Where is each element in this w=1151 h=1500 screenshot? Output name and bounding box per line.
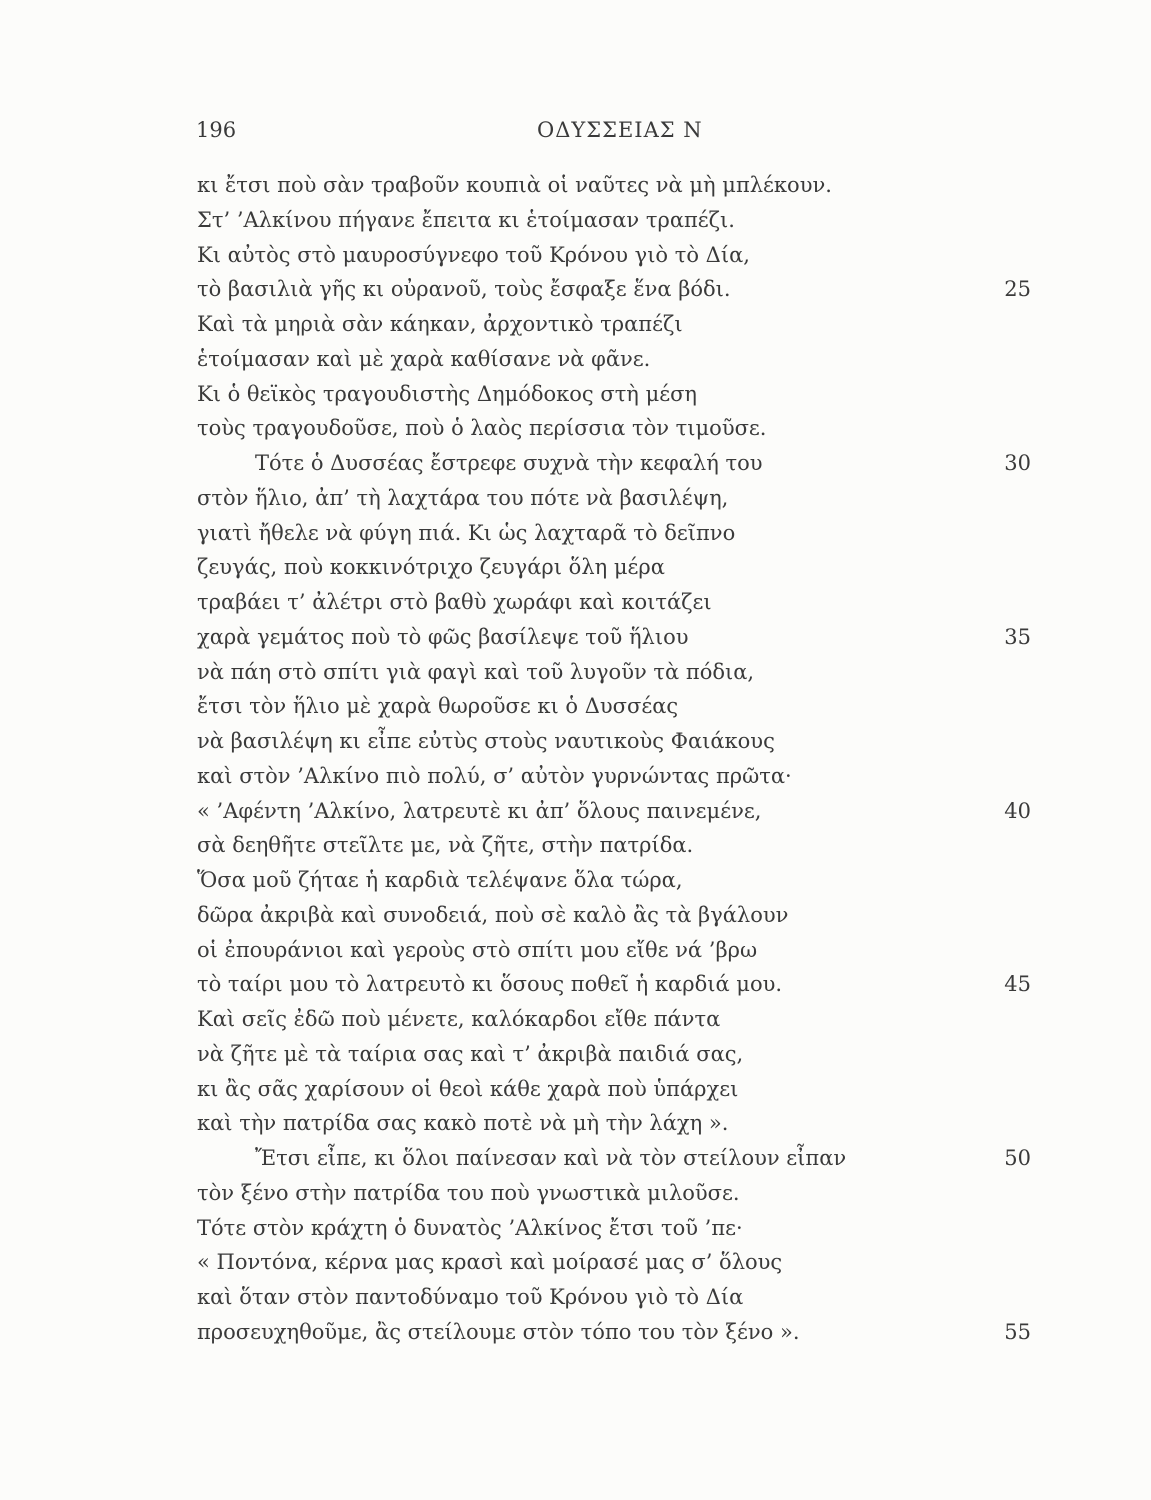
verse-row — [197, 1106, 1031, 1141]
verse-line: Στ’ ’Αλκίνου πήγανε ἔπειτα κι ἑτοίμασαν τραπέζι. — [197, 207, 735, 232]
verse-line: νὰ ζῆτε μὲ τὰ ταίρια σας καὶ τ’ ἀκριβὰ παιδιά σας, — [197, 1041, 744, 1066]
verse-line: στὸν ἥλιο, ἀπ’ τὴ λαχτάρα του πότε νὰ βασιλέψη, — [197, 485, 729, 510]
verse-row — [197, 620, 1031, 655]
verse-row — [197, 1072, 1031, 1107]
verse-line: νὰ πάη στὸ σπίτι γιὰ φαγὶ καὶ τοῦ λυγοῦν τὰ πόδια, — [197, 659, 755, 684]
verse-row — [197, 446, 1031, 481]
verse-row — [197, 724, 1031, 759]
verse-row — [197, 203, 1031, 238]
verse-line: σὰ δεηθῆτε στεῖλτε με, νὰ ζῆτε, στὴν πατρίδα. — [197, 833, 694, 858]
verse-row — [197, 516, 1031, 551]
verse-line: ἑτοίμασαν καὶ μὲ χαρὰ καθίσανε νὰ φᾶνε. — [197, 346, 651, 371]
verse-row — [197, 1002, 1031, 1037]
verse-line: οἱ ἐπουράνιοι καὶ γεροὺς στὸ σπίτι μου εἴθε νά ’βρω — [197, 937, 758, 962]
verse-row — [197, 655, 1031, 690]
verse-row — [197, 1037, 1031, 1072]
verse-row — [197, 1141, 1031, 1176]
line-number: 45 — [1004, 972, 1031, 997]
verse-row — [197, 168, 1031, 203]
verse-line: Ὅσα μοῦ ζήταε ἡ καρδιὰ τελέψανε ὅλα τώρα, — [197, 868, 683, 892]
verse-line: καὶ ὅταν στὸν παντοδύναμο τοῦ Κρόνου γιὸ τὸ Δία — [197, 1285, 744, 1309]
verse-block — [197, 168, 1031, 1350]
verse-line: χαρὰ γεμάτος ποὺ τὸ φῶς βασίλεψε τοῦ ἥλιου — [197, 624, 689, 649]
verse-row — [197, 585, 1031, 620]
verse-row — [197, 1176, 1031, 1211]
verse-row — [197, 967, 1031, 1002]
verse-row — [197, 377, 1031, 412]
verse-row — [197, 307, 1031, 342]
verse-line: καὶ τὴν πατρίδα σας κακὸ ποτὲ νὰ μὴ τὴν λάχη ». — [197, 1111, 729, 1136]
verse-line: Τότε στὸν κράχτη ὁ δυνατὸς ’Αλκίνος ἔτσι τοῦ ’πε· — [197, 1215, 743, 1240]
verse-line: ἔτσι τὸν ἥλιο μὲ χαρὰ θωροῦσε κι ὁ Δυσσέας — [197, 694, 679, 719]
verse-line: κι ἔτσι ποὺ σὰν τραβοῦν κουπιὰ οἱ ναῦτες νὰ μὴ μπλέκουν. — [197, 173, 832, 197]
verse-row — [197, 863, 1031, 898]
verse-row — [197, 481, 1031, 516]
verse-line: Καὶ σεῖς ἐδῶ ποὺ μένετε, καλόκαρδοι εἴθε πάντα — [197, 1007, 721, 1031]
verse-line: ζευγάς, ποὺ κοκκινότριχο ζευγάρι ὅλη μέρα — [197, 555, 665, 580]
verse-row — [197, 898, 1031, 933]
verse-line: « Ποντόνα, κέρνα μας κρασὶ καὶ μοίρασέ μας σ’ ὅλους — [197, 1250, 783, 1275]
verse-row — [197, 759, 1031, 794]
verse-row — [197, 1280, 1031, 1315]
verse-row — [197, 828, 1031, 863]
verse-line: τὸ ταίρι μου τὸ λατρευτὸ κι ὅσους ποθεῖ ἡ καρδιά μου. — [197, 972, 783, 997]
verse-line: Ἔτσι εἶπε, κι ὅλοι παίνεσαν καὶ νὰ τὸν στείλουν εἶπαν — [255, 1146, 847, 1170]
verse-row — [197, 342, 1031, 377]
verse-row — [197, 1315, 1031, 1350]
verse-row — [197, 1245, 1031, 1280]
verse-line: νὰ βασιλέψη κι εἶπε εὐτὺς στοὺς ναυτικοὺς Φαιάκους — [197, 729, 775, 753]
verse-line: γιατὶ ἤθελε νὰ φύγη πιά. Κι ὡς λαχταρᾶ τὸ δεῖπνο — [197, 520, 736, 545]
line-number: 35 — [1004, 624, 1031, 649]
verse-line: τοὺς τραγουδοῦσε, ποὺ ὁ λαὸς περίσσια τὸν τιμοῦσε. — [197, 416, 767, 441]
verse-line: Κι ὁ θεϊκὸς τραγουδιστὴς Δημόδοκος στὴ μέση — [197, 381, 698, 406]
verse-row — [197, 794, 1031, 829]
line-number: 50 — [1004, 1146, 1031, 1170]
verse-row — [197, 238, 1031, 273]
verse-row — [197, 411, 1031, 446]
verse-line: καὶ στὸν ’Αλκίνο πιὸ πολύ, σ’ αὐτὸν γυρνώντας πρῶτα· — [197, 763, 792, 788]
line-number: 55 — [1004, 1319, 1031, 1344]
verse-line: προσευχηθοῦμε, ἂς στείλουμε στὸν τόπο του τὸν ξένο ». — [197, 1319, 800, 1344]
verse-line: τὸ βασιλιὰ γῆς κι οὐρανοῦ, τοὺς ἔσφαξε ἕνα βόδι. — [197, 277, 731, 302]
verse-row — [197, 1211, 1031, 1246]
verse-line: τὸν ξένο στὴν πατρίδα του ποὺ γνωστικὰ μιλοῦσε. — [197, 1180, 740, 1205]
verse-row — [197, 272, 1031, 307]
verse-row — [197, 689, 1031, 724]
verse-line: Καὶ τὰ μηριὰ σὰν κάηκαν, ἀρχοντικὸ τραπέζι — [197, 312, 683, 336]
verse-line: Τότε ὁ Δυσσέας ἔστρεφε συχνὰ τὴν κεφαλή του — [255, 451, 763, 475]
line-number: 25 — [1004, 277, 1031, 302]
line-number: 40 — [1004, 798, 1031, 823]
line-number: 30 — [1004, 451, 1031, 475]
running-title: ΟΔΥΣΣΕΙΑΣ Ν — [537, 118, 703, 142]
verse-line: κι ἂς σᾶς χαρίσουν οἱ θεοὶ κάθε χαρὰ ποὺ ὑπάρχει — [197, 1076, 739, 1101]
verse-line: τραβάει τ’ ἀλέτρι στὸ βαθὺ χωράφι καὶ κοιτάζει — [197, 590, 712, 614]
verse-row — [197, 933, 1031, 968]
verse-row — [197, 550, 1031, 585]
verse-line: « ’Αφέντη ’Αλκίνο, λατρευτὲ κι ἀπ’ ὅλους παινεμένε, — [197, 798, 762, 823]
verse-line: δῶρα ἀκριβὰ καὶ συνοδειά, ποὺ σὲ καλὸ ἂς τὰ βγάλουν — [197, 902, 789, 927]
page-number: 196 — [196, 118, 237, 142]
verse-line: Κι αὐτὸς στὸ μαυροσύγνεφο τοῦ Κρόνου γιὸ τὸ Δία, — [197, 242, 750, 267]
